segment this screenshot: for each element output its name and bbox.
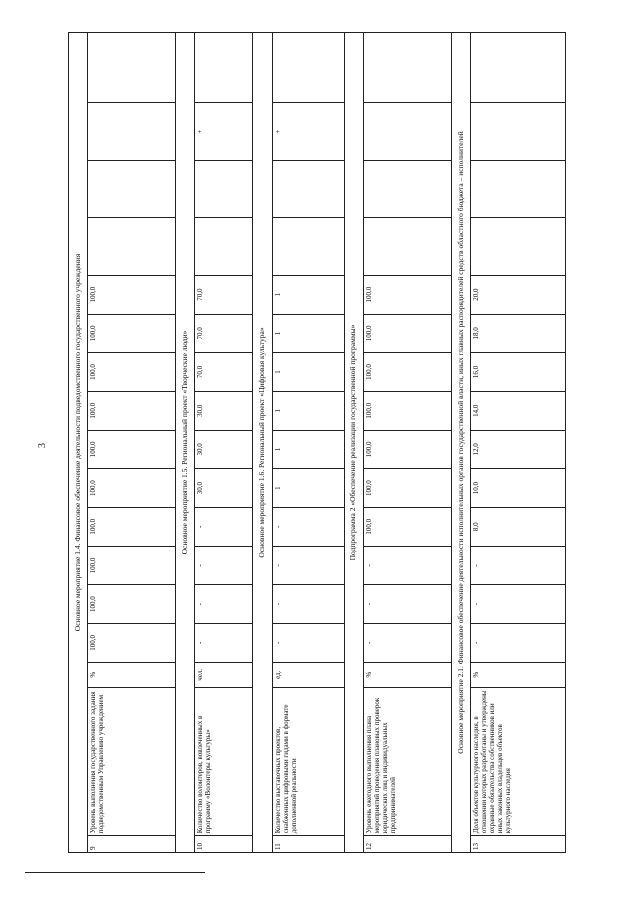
value-cell: - <box>272 546 344 585</box>
mark-cell <box>88 103 176 161</box>
row-number: 9 <box>88 836 176 853</box>
mark-cell <box>471 103 566 161</box>
value-cell: - <box>363 546 451 585</box>
empty-cell <box>471 218 566 276</box>
value-cell: - <box>272 585 344 624</box>
value-cell: 30,0 <box>195 430 253 469</box>
value-cell: - <box>363 585 451 624</box>
value-cell: - <box>471 585 566 624</box>
value-cell: 100,0 <box>88 624 176 663</box>
mark-cell: + <box>272 103 344 161</box>
value-cell: 100,0 <box>363 430 451 469</box>
value-cell: 70,0 <box>195 353 253 392</box>
value-cell: 70,0 <box>195 314 253 353</box>
value-cell: - <box>272 624 344 663</box>
section-cell: Подпрограмма 2 «Обеспечение реализации государственной программы» <box>344 33 363 853</box>
value-cell: - <box>195 624 253 663</box>
indicator-name: Уровень выполнения государственного задания подведомственным Управлению учреждением <box>88 687 176 835</box>
value-cell: 1 <box>272 430 344 469</box>
mark-cell: + <box>195 103 253 161</box>
indicator-name: Уровень ежегодного выполнения плана мероприятий проведения плановых проверок юридических лиц и индивидуальных предпринимателей <box>363 687 451 835</box>
value-cell: - <box>471 624 566 663</box>
value-cell: - <box>195 507 253 546</box>
indicator-name: Количество выставочных проектов, снабженных цифровыми гидами в формате дополненной реальности <box>272 687 344 835</box>
value-cell: 70,0 <box>195 275 253 314</box>
unit-cell: чел. <box>195 662 253 687</box>
value-cell: 100,0 <box>363 507 451 546</box>
table-row <box>272 33 344 853</box>
empty-cell <box>195 160 253 218</box>
value-cell: 30,0 <box>195 391 253 430</box>
value-cell: 100,0 <box>363 314 451 353</box>
unit-cell: % <box>88 662 176 687</box>
section-row <box>69 33 88 853</box>
table-row <box>363 33 451 853</box>
indicator-table-rotated <box>68 32 566 853</box>
empty-cell <box>195 33 253 103</box>
value-cell: 14,0 <box>471 391 566 430</box>
section-cell: Основное мероприятие 2.1. Финансовое обеспечение деятельности исполнительных органов государственной власти, иных главных распорядителей средств областного бюджета – исполнителей <box>451 33 470 853</box>
value-cell: 100,0 <box>363 353 451 392</box>
empty-cell <box>272 218 344 276</box>
value-cell: - <box>471 546 566 585</box>
empty-cell <box>363 218 451 276</box>
value-cell: 100,0 <box>88 585 176 624</box>
value-cell: 8,0 <box>471 507 566 546</box>
empty-cell <box>272 160 344 218</box>
value-cell: 100,0 <box>363 391 451 430</box>
value-cell: - <box>195 546 253 585</box>
value-cell: 100,0 <box>363 275 451 314</box>
value-cell: 18,0 <box>471 314 566 353</box>
value-cell: - <box>363 624 451 663</box>
empty-cell <box>471 33 566 103</box>
mark-cell <box>363 103 451 161</box>
empty-cell <box>88 160 176 218</box>
row-number: 13 <box>471 836 566 853</box>
value-cell: 100,0 <box>88 546 176 585</box>
value-cell: 16,0 <box>471 353 566 392</box>
empty-cell <box>272 33 344 103</box>
section-row <box>451 33 470 853</box>
value-cell: 20,0 <box>471 275 566 314</box>
unit-cell: ед. <box>272 662 344 687</box>
value-cell: 100,0 <box>363 469 451 508</box>
table-row <box>88 33 176 853</box>
value-cell: 100,0 <box>88 507 176 546</box>
table-row <box>195 33 253 853</box>
indicator-name: Количество волонтеров, вовлеченных в программу «Волонтеры культуры» <box>195 687 253 835</box>
indicator-table <box>68 32 566 853</box>
value-cell: 30,0 <box>195 469 253 508</box>
section-cell: Основное мероприятие 1.5. Региональный проект «Творческие люди» <box>176 33 195 853</box>
value-cell: 100,0 <box>88 275 176 314</box>
value-cell: 1 <box>272 391 344 430</box>
table-row <box>471 33 566 853</box>
unit-cell: % <box>471 662 566 687</box>
empty-cell <box>88 33 176 103</box>
footer-rule <box>25 872 205 873</box>
empty-cell <box>471 160 566 218</box>
unit-cell: % <box>363 662 451 687</box>
value-cell: 10,0 <box>471 469 566 508</box>
value-cell: 100,0 <box>88 314 176 353</box>
value-cell: 100,0 <box>88 430 176 469</box>
empty-cell <box>363 160 451 218</box>
indicator-name: Доля объектов культурного наследия, в отношении которых разработаны и утверждены охранные обязательства собственников или иных законных владельцев объектов культурного наследия <box>471 687 566 835</box>
value-cell: 1 <box>272 275 344 314</box>
value-cell: 1 <box>272 469 344 508</box>
empty-cell <box>88 218 176 276</box>
value-cell: 100,0 <box>88 469 176 508</box>
empty-cell <box>195 218 253 276</box>
page-number <box>37 440 48 451</box>
row-number: 10 <box>195 836 253 853</box>
section-row <box>176 33 195 853</box>
value-cell: - <box>272 507 344 546</box>
empty-cell <box>363 33 451 103</box>
value-cell: 12,0 <box>471 430 566 469</box>
value-cell: - <box>195 585 253 624</box>
value-cell: 100,0 <box>88 353 176 392</box>
value-cell: 1 <box>272 314 344 353</box>
row-number: 11 <box>272 836 344 853</box>
value-cell: 100,0 <box>88 391 176 430</box>
value-cell: 1 <box>272 353 344 392</box>
row-number: 12 <box>363 836 451 853</box>
page-number-text: 3 <box>37 443 48 448</box>
section-cell: Основное мероприятие 1.6. Региональный проект «Цифровая культура» <box>253 33 272 853</box>
section-row <box>253 33 272 853</box>
section-cell: Основное мероприятие 1.4. Финансовое обеспечение деятельности подведомственного государственного учреждения <box>69 33 88 853</box>
section-row <box>344 33 363 853</box>
